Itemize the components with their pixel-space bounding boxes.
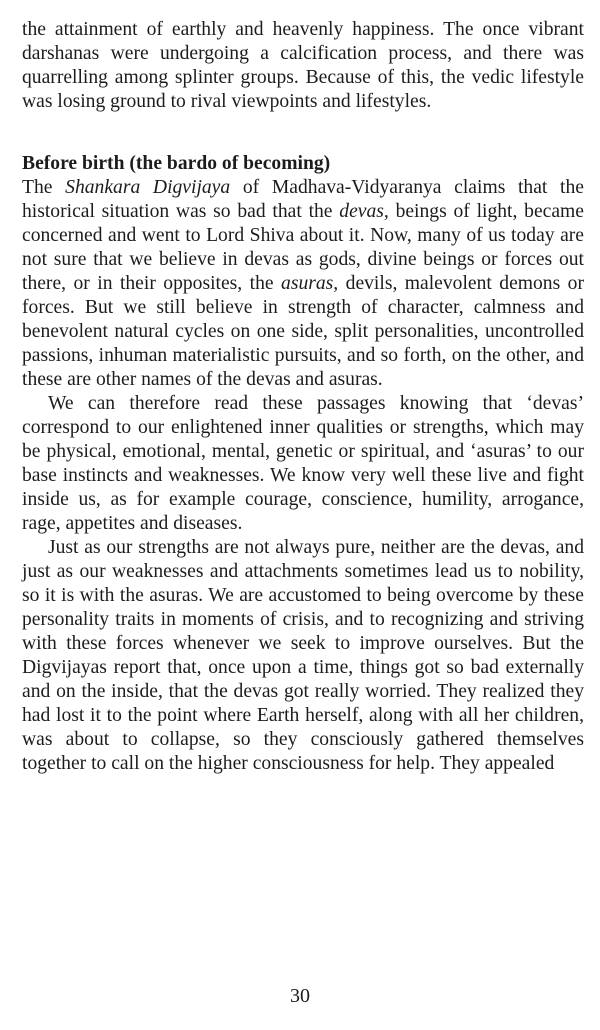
paragraph-continued: the attainment of earthly and heavenly happiness. The once vibrant darshanas were undergoing a calcification process, and there was quarrelling among splinter groups. Because of this, the vedic lifestyle was losing ground to rival viewpoints and lifestyles. bbox=[22, 19, 584, 112]
term-asuras-italic: asuras, bbox=[281, 273, 339, 294]
paragraph-text: devils, malevolent demons or forces. But we still believe in strength of character, calmness and benevolent natural cycles on one side, split personalities, uncontrolled passions, inhuman materialistic pursuits, and so forth, on the other, and these are other names of the devas and asuras. bbox=[22, 273, 584, 390]
book-page bbox=[22, 18, 584, 776]
paragraph-shankara-digvijaya bbox=[22, 176, 584, 392]
book-title-italic: Shankara Digvijaya bbox=[65, 177, 231, 198]
paragraph-devas-asuras-meaning: We can therefore read these passages knowing that ‘devas’ correspond to our enlightened inner qualities or strengths, which may be physical, emotional, mental, genetic or spiritual, and ‘asuras’ to our base instincts and weaknesses. We know very well these live and fight inside us, as for example courage, conscience, humility, arrogance, rage, appetites and diseases. bbox=[22, 393, 584, 534]
paragraph-text: The bbox=[22, 177, 66, 198]
page-number: 30 bbox=[290, 985, 310, 1007]
paragraph-text: of Madhava-Vidyaranya claims that the historical situation was so bad that the bbox=[22, 177, 584, 222]
term-devas-italic: devas, bbox=[339, 201, 389, 222]
paragraph-text: beings of light, became concerned and went to Lord Shiva about it. Now, many of us today are not sure that we believe in devas as gods, divine beings or forces out there, or in their opposites, the bbox=[22, 201, 584, 294]
section-heading: Before birth (the bardo of becoming) bbox=[22, 153, 331, 174]
paragraph-strengths-weaknesses: Just as our strengths are not always pure, neither are the devas, and just as our weaknesses and attachments sometimes lead us to nobility, so it is with the asuras. We are accustomed to being overcome by these personality traits in moments of crisis, and to recognizing and striving with these forces whenever we seek to improve ourselves. But the Digvijayas report that, once upon a time, things got so bad externally and on the inside, that the devas got really worried. They realized they had lost it to the point where Earth herself, along with all her children, was about to collapse, so they consciously gathered themselves together to call on the higher consciousness for help. They appealed bbox=[22, 537, 584, 774]
